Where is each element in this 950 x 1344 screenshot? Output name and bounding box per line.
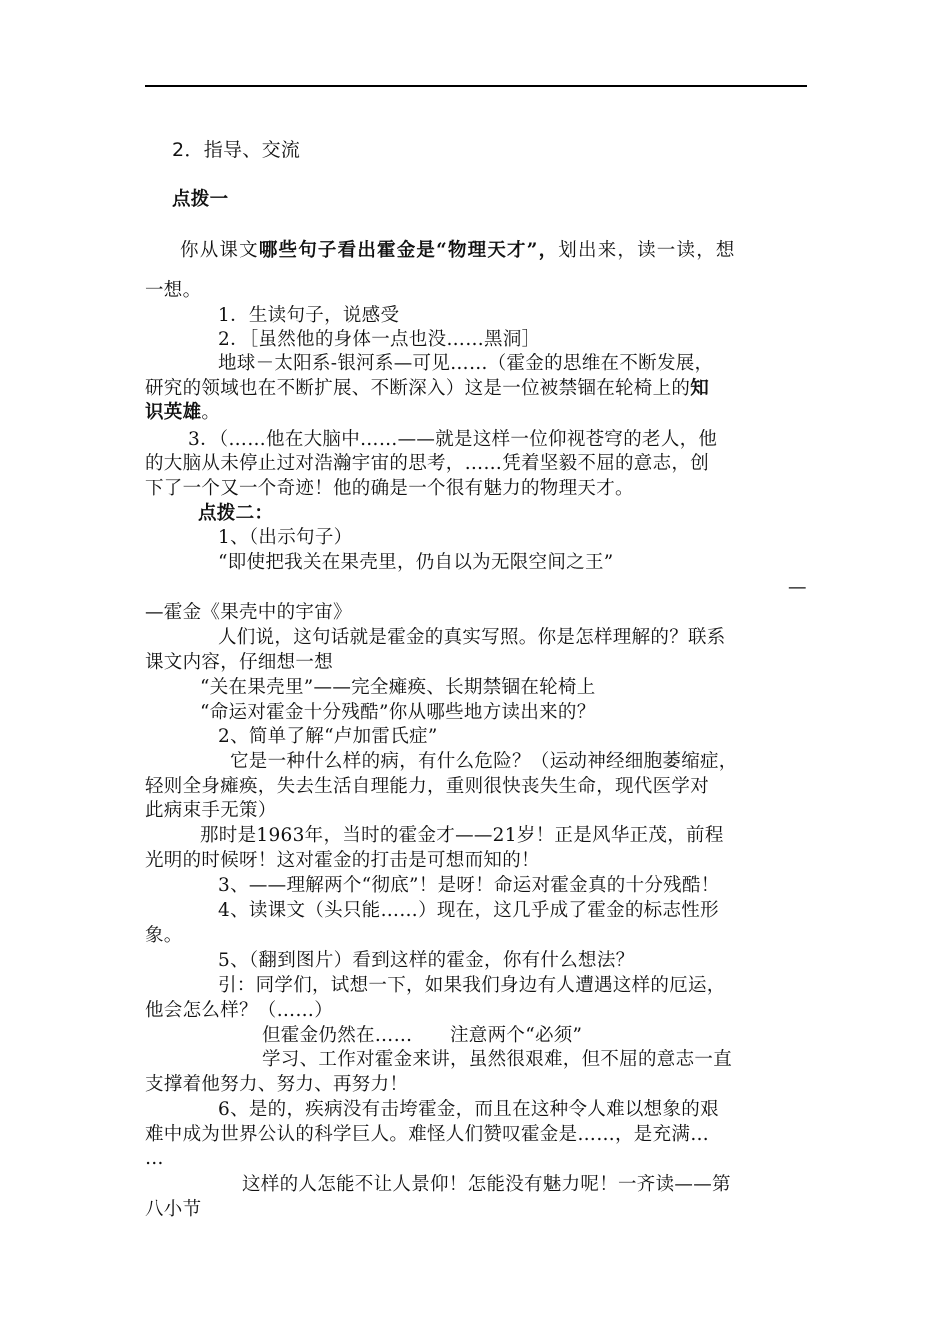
item-1-text: 人们说，这句话就是霍金的真实写照。你是怎样理解的？联系 (218, 627, 726, 648)
point-one-heading: 点拨一 (172, 189, 229, 210)
section-heading: 2．指导、交流 (172, 139, 301, 161)
step-2-line-3: 研究的领域也在不断扩展、不断深入）这是一位被禁锢在轮椅上的知 (145, 378, 710, 399)
closing-text-2: 八小节 (145, 1199, 202, 1220)
item-4: 4、读课文（头只能……）现在，这几乎成了霍金的标志性形 (218, 900, 719, 921)
item-1-note-2: “命运对霍金十分残酷”你从哪些地方读出来的？ (200, 702, 596, 723)
item-2-text-4: 那时是1963年，当时的霍金才——21岁！正是风华正茂，前程 (200, 825, 724, 846)
item-5-text-3: 但霍金仍然在…… 注意两个“必须” (262, 1025, 583, 1046)
step-3: 3．（……他在大脑中……——就是这样一位仰视苍穹的老人，他 (188, 429, 718, 450)
quote: “即使把我关在果壳里，仍自以为无限空间之王” (218, 552, 614, 573)
item-2-text-5: 光明的时候呀！这对霍金的打击是可想而知的！ (145, 850, 540, 871)
item-1-note-1: “关在果壳里”——完全瘫痪、长期禁锢在轮椅上 (200, 677, 596, 698)
item-5: 5、（翻到图片）看到这样的霍金，你有什么想法？ (218, 950, 635, 971)
item-4-line-2: 象。 (145, 925, 183, 946)
step-1: 1．生读句子，说感受 (218, 305, 400, 326)
step-2-line-2: 地球－太阳系-银河系—可见……（霍金的思维在不断发展， (218, 353, 714, 374)
item-5-text-2: 他会怎么样？（……） (145, 1000, 334, 1021)
item-5-text-4: 学习、工作对霍金来讲，虽然很艰难，但不屈的意志一直 (262, 1049, 733, 1070)
closing-text: 这样的人怎能不让人景仰！怎能没有魅力呢！一齐读——第 (242, 1174, 731, 1195)
item-2: 2、简单了解“卢加雷氏症” (218, 726, 438, 747)
header-rule (145, 85, 807, 87)
question-line: 你从课文哪些句子看出霍金是“物理天才”，划出来，读一读，想 (180, 240, 736, 261)
point-two-heading: 点拨二： (198, 503, 274, 524)
item-1-text-2: 课文内容，仔细想一想 (145, 652, 334, 673)
item-5-text-5: 支撑着他努力、努力、再努力！ (145, 1074, 409, 1095)
step-3-line-2: 的大脑从未停止过对浩瀚宇宙的思考，……凭着坚毅不屈的意志，创 (145, 453, 710, 474)
item-6: 6、是的，疾病没有击垮霍金，而且在这种令人难以想象的艰 (218, 1099, 719, 1120)
quote-source: —霍金《果壳中的宇宙》 (145, 602, 352, 623)
step-2: 2．［虽然他的身体一点也没……黑洞］ (218, 329, 541, 350)
item-6-line-2: 难中成为世界公认的科学巨人。难怪人们赞叹霍金是……，是充满… (145, 1124, 710, 1145)
step-2-line-4: 识英雄。 (145, 402, 221, 423)
item-2-text-2: 轻则全身瘫痪，失去生活自理能力，重则很快丧失生命，现代医学对 (145, 776, 710, 797)
quote-dash: — (788, 577, 807, 598)
item-6-line-3: … (145, 1148, 164, 1169)
step-3-line-3: 下了一个又一个奇迹！他的确是一个很有魅力的物理天才。 (145, 478, 634, 499)
item-2-text: 它是一种什么样的病，有什么危险？（运动神经细胞萎缩症， (230, 751, 738, 772)
item-5-text: 引：同学们，试想一下，如果我们身边有人遭遇这样的厄运， (218, 975, 726, 996)
item-3: 3、——理解两个“彻底”！是呀！命运对霍金真的十分残酷！ (218, 875, 720, 896)
item-1: 1、（出示句子） (218, 527, 353, 548)
item-2-text-3: 此病束手无策） (145, 800, 277, 821)
question-line-2: 一想。 (145, 280, 202, 301)
